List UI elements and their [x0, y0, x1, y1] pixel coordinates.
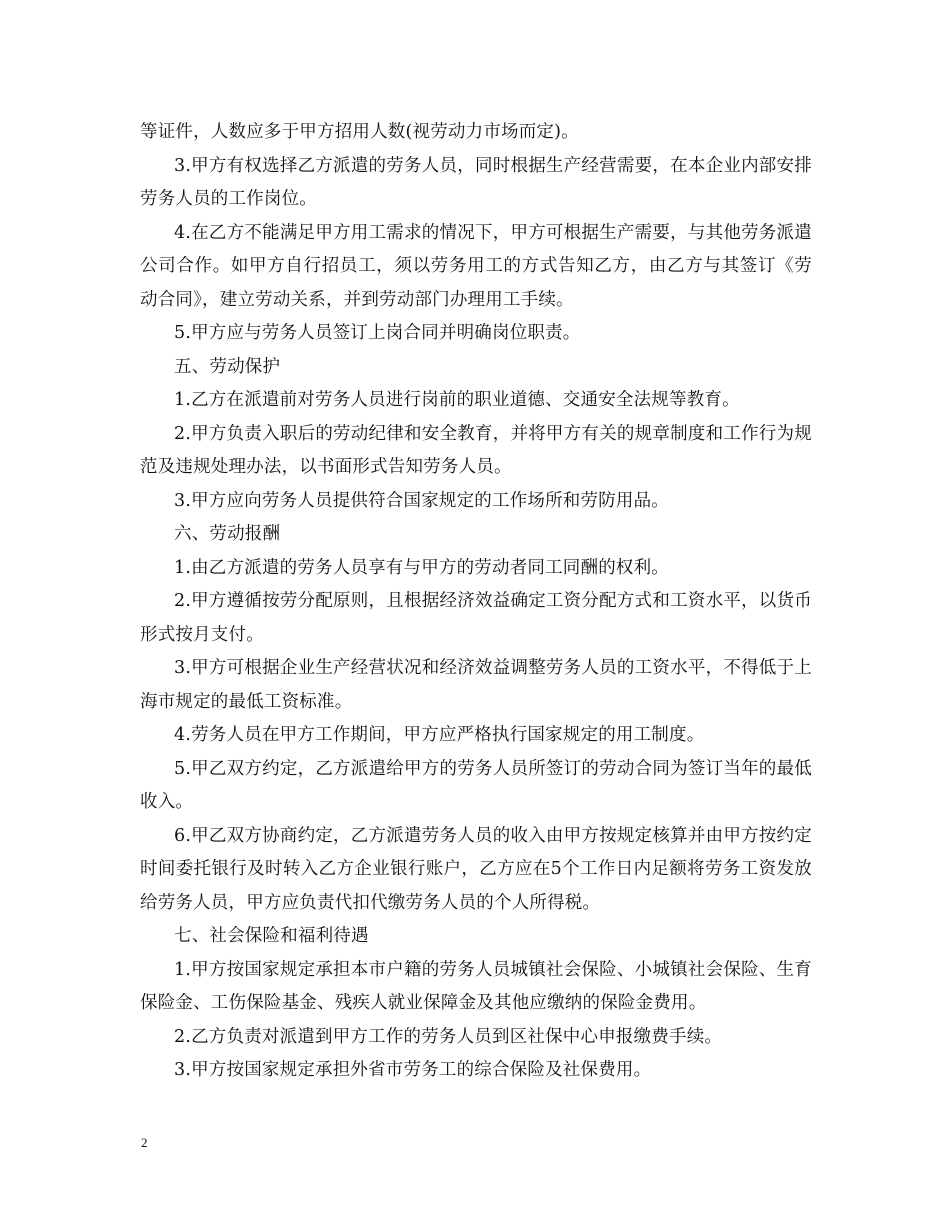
paragraph: 2.乙方负责对派遣到甲方工作的劳务人员到区社保中心申报缴费手续。: [174, 1026, 723, 1047]
paragraph: 1.乙方在派遣前对劳务人员进行岗前的职业道德、交通安全法规等教育。: [174, 390, 740, 410]
section-heading: 六、劳动报酬: [174, 524, 281, 544]
paragraph: 3.甲方应向劳务人员提供符合国家规定的工作场所和劳防用品。: [174, 490, 669, 511]
paragraph: 3.甲方按国家规定承担外省市劳务工的综合保险及社保费用。: [174, 1060, 652, 1080]
paragraph: 6.甲乙双方协商约定，乙方派遣劳务人员的收入由甲方按规定核算并由甲方按约定时间委托银行及时转入乙方企业银行账户，乙方应在5个工作日内足额将劳务工资发放给劳务人员，甲方应负责代扣代缴劳务人员的个人所得税。: [140, 825, 812, 913]
paragraph: 3.甲方可根据企业生产经营状况和经济效益调整劳务人员的工资水平，不得低于上海市规定的最低工资标准。: [140, 658, 812, 712]
paragraph: 5.甲乙双方约定，乙方派遣给甲方的劳务人员所签订的劳动合同为签订当年的最低收入。: [140, 758, 812, 812]
paragraph: 4.在乙方不能满足甲方用工需求的情况下，甲方可根据生产需要，与其他劳务派遣公司合作。如甲方自行招员工，须以劳务用工的方式告知乙方，由乙方与其签订《劳动合同》，建立劳动关系，并到劳动部门办理用工手续。: [140, 222, 812, 310]
paragraph: 3.甲方有权选择乙方派遣的劳务人员，同时根据生产经营需要，在本企业内部安排劳务人员的工作岗位。: [140, 155, 812, 209]
page-number: 2: [141, 1135, 148, 1150]
paragraph: 1.由乙方派遣的劳务人员享有与甲方的劳动者同工同酬的权利。: [174, 557, 669, 578]
document-body: [140, 116, 812, 1088]
paragraph: 2.甲方负责入职后的劳动纪律和安全教育，并将甲方有关的规章制度和工作行为规范及违规处理办法，以书面形式告知劳务人员。: [140, 423, 812, 477]
section-heading: 七、社会保险和福利待遇: [174, 926, 369, 946]
paragraph: 2.甲方遵循按劳分配原则，且根据经济效益确定工资分配方式和工资水平，以货币形式按月支付。: [140, 591, 812, 645]
paragraph: 1.甲方按国家规定承担本市户籍的劳务人员城镇社会保险、小城镇社会保险、生育保险金、工伤保险基金、残疾人就业保障金及其他应缴纳的保险金费用。: [140, 959, 812, 1013]
paragraph: 5.甲方应与劳务人员签订上岗合同并明确岗位职责。: [174, 323, 581, 343]
section-heading: 五、劳动保护: [174, 356, 281, 377]
paragraph: 等证件，人数应多于甲方招用人数(视劳动力市场而定)。: [140, 122, 579, 142]
paragraph: 4.劳务人员在甲方工作期间，甲方应严格执行国家规定的用工制度。: [174, 725, 705, 745]
